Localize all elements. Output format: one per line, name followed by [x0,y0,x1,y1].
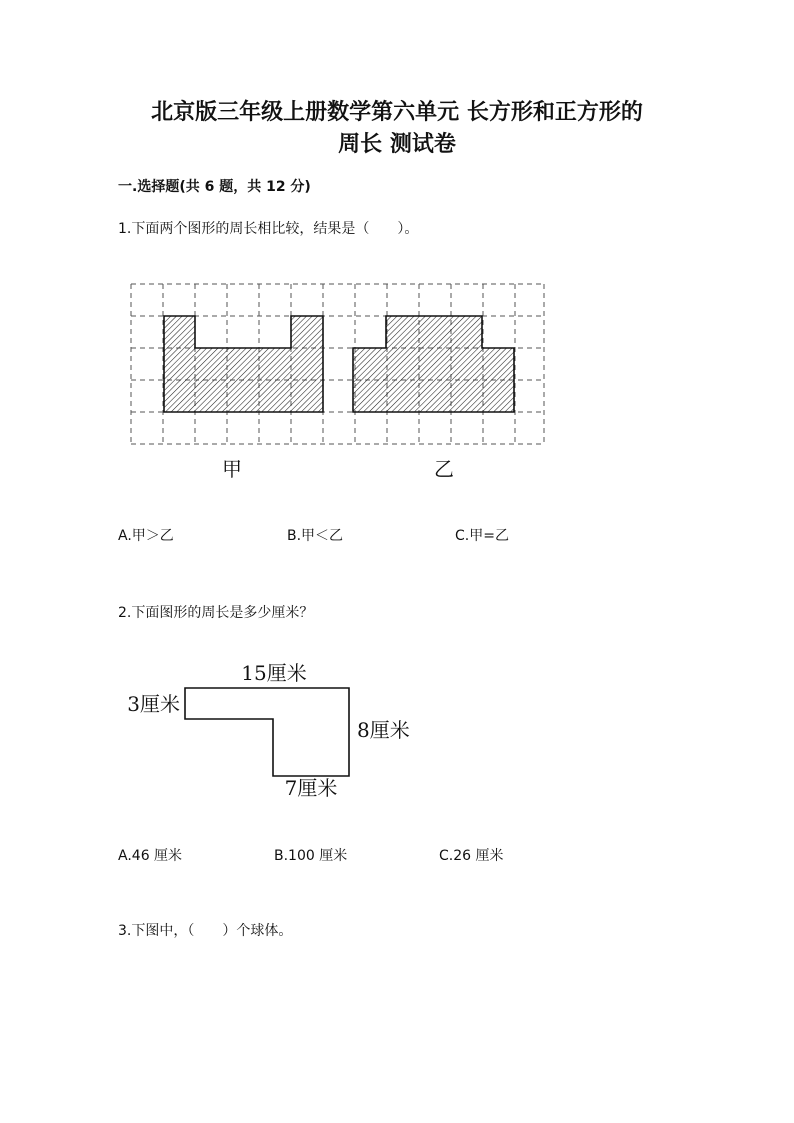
question-2-text: 2.下面图形的周长是多少厘米？ [118,605,314,621]
shape-yi [353,316,514,412]
question-1-option-c[interactable]: C.甲=乙 [455,528,509,544]
shape-jia [164,316,323,412]
question-3-text: 3.下图中，（ ）个球体。 [118,923,293,939]
label-jia: 甲 [222,457,242,481]
question-2-shape [185,688,349,776]
label-top-length: 15厘米 [241,661,307,685]
label-yi: 乙 [434,457,454,481]
document-title-line2: 周长 测试卷 [338,131,456,157]
question-2-option-c[interactable]: C.26 厘米 [439,848,504,864]
question-1-option-a[interactable]: A.甲＞乙 [118,528,174,544]
label-bottom-length: 7厘米 [284,776,338,800]
dashed-grid [131,284,544,444]
question-1-text: 1.下面两个图形的周长相比较，结果是（ ）。 [118,221,419,237]
question-1-option-b[interactable]: B.甲＜乙 [287,528,344,544]
question-2-option-a[interactable]: A.46 厘米 [118,848,183,864]
section-heading: 一.选择题(共 6 题，共 12 分) [118,179,311,195]
label-left-length: 3厘米 [127,692,180,716]
label-right-length: 8厘米 [357,718,410,742]
document-title-line1: 北京版三年级上册数学第六单元 长方形和正方形的 [151,99,643,125]
question-2-option-b[interactable]: B.100 厘米 [274,848,348,864]
